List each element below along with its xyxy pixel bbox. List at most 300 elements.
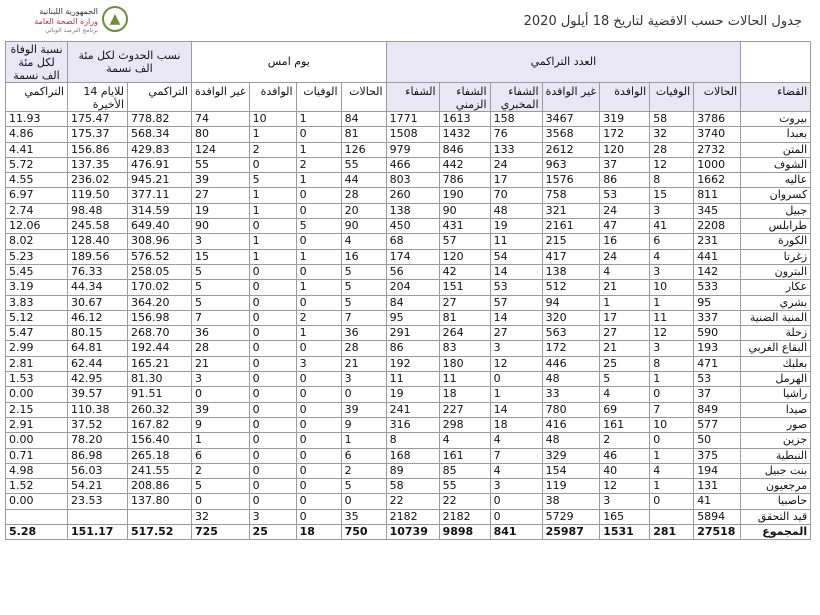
cell-non-imported: 48 — [542, 372, 600, 387]
cell-y-deaths: 1 — [296, 280, 341, 295]
cell-death-rate: 0.00 — [6, 494, 68, 509]
cell-inc-cum: 429.83 — [128, 142, 192, 157]
cell-y-imported: 0 — [249, 356, 296, 371]
cedar-seal-icon: ▲ — [102, 6, 128, 32]
cell-deaths: 12 — [650, 326, 694, 341]
cell-recovered: 2182 — [386, 509, 439, 524]
cell-y-non-imported: 80 — [192, 127, 250, 142]
cell-rec-lab: 54 — [490, 249, 542, 264]
cell-district: الشوف — [741, 157, 811, 172]
cell-y-deaths: 0 — [296, 448, 341, 463]
cell-non-imported: 329 — [542, 448, 600, 463]
cell-deaths: 0 — [650, 433, 694, 448]
table-row — [6, 264, 811, 279]
header-corner — [741, 42, 811, 83]
cell-y-non-imported: 36 — [192, 326, 250, 341]
cell-rec-time: 180 — [439, 356, 490, 371]
cell-non-imported: 119 — [542, 479, 600, 494]
cell-rec-lab: 0 — [490, 509, 542, 524]
cell-deaths: 281 — [650, 525, 694, 540]
cell-rec-lab: 133 — [490, 142, 542, 157]
cell-rec-lab: 11 — [490, 234, 542, 249]
table-row — [6, 127, 811, 142]
cell-inc-cum: 308.96 — [128, 234, 192, 249]
cell-deaths: 41 — [650, 219, 694, 234]
cell-y-imported: 0 — [249, 372, 296, 387]
cell-recovered: 450 — [386, 219, 439, 234]
cell-recovered: 241 — [386, 402, 439, 417]
cell-y-imported: 1 — [249, 188, 296, 203]
cell-inc-cum: 170.02 — [128, 280, 192, 295]
cell-inc-cum: 377.11 — [128, 188, 192, 203]
cell-inc-14: 42.95 — [68, 372, 128, 387]
cell-non-imported: 780 — [542, 402, 600, 417]
cell-inc-14: 64.81 — [68, 341, 128, 356]
cell-recovered: 22 — [386, 494, 439, 509]
cell-inc-14: 175.47 — [68, 112, 128, 127]
cases-by-district-table — [5, 41, 811, 540]
cell-imported: 12 — [600, 479, 650, 494]
cell-y-cases: 126 — [341, 142, 386, 157]
table-row — [6, 509, 811, 524]
cell-death-rate: 2.99 — [6, 341, 68, 356]
cell-recovered: 192 — [386, 356, 439, 371]
cell-imported: 27 — [600, 326, 650, 341]
cell-rec-time: 264 — [439, 326, 490, 341]
cell-district: صور — [741, 417, 811, 432]
cell-inc-cum: 576.52 — [128, 249, 192, 264]
header-group-cumulative: العدد التراكمي — [386, 42, 741, 83]
cell-death-rate: 8.02 — [6, 234, 68, 249]
cell-y-cases: 16 — [341, 249, 386, 264]
cell-deaths: 7 — [650, 402, 694, 417]
cell-cases: 375 — [694, 448, 741, 463]
cell-inc-14: 37.52 — [68, 417, 128, 432]
table-row — [6, 310, 811, 325]
cell-district: البقاع الغربي — [741, 341, 811, 356]
cell-inc-14: 128.40 — [68, 234, 128, 249]
cell-imported: 172 — [600, 127, 650, 142]
cell-district: جبيل — [741, 203, 811, 218]
cell-non-imported: 512 — [542, 280, 600, 295]
cell-y-deaths: 0 — [296, 387, 341, 402]
cell-inc-cum: 81.30 — [128, 372, 192, 387]
cell-death-rate: 4.55 — [6, 173, 68, 188]
cell-imported: 1531 — [600, 525, 650, 540]
cell-inc-cum — [128, 509, 192, 524]
cell-y-cases: 35 — [341, 509, 386, 524]
cell-y-deaths: 0 — [296, 203, 341, 218]
cell-rec-time: 27 — [439, 295, 490, 310]
cell-non-imported: 1576 — [542, 173, 600, 188]
cell-recovered: 11 — [386, 372, 439, 387]
cell-deaths: 4 — [650, 463, 694, 478]
cell-recovered: 8 — [386, 433, 439, 448]
cell-deaths: 58 — [650, 112, 694, 127]
cell-cases: 533 — [694, 280, 741, 295]
cell-deaths: 32 — [650, 127, 694, 142]
cell-y-deaths: 0 — [296, 463, 341, 478]
cell-rec-time: 11 — [439, 372, 490, 387]
cell-deaths: 15 — [650, 188, 694, 203]
cell-recovered: 979 — [386, 142, 439, 157]
cell-inc-14: 245.58 — [68, 219, 128, 234]
cell-inc-cum: 192.44 — [128, 341, 192, 356]
cell-imported: 17 — [600, 310, 650, 325]
cell-y-deaths: 2 — [296, 310, 341, 325]
cell-district: طرابلس — [741, 219, 811, 234]
cell-inc-cum: 241.55 — [128, 463, 192, 478]
table-row — [6, 295, 811, 310]
cell-y-cases: 36 — [341, 326, 386, 341]
cell-district: راشيا — [741, 387, 811, 402]
cell-non-imported: 94 — [542, 295, 600, 310]
cell-inc-cum: 91.51 — [128, 387, 192, 402]
header-group-incidence: نسب الحدوث لكل مئة الف نسمة — [68, 42, 192, 83]
cell-imported: 4 — [600, 264, 650, 279]
cell-imported: 161 — [600, 417, 650, 432]
cell-y-deaths: 18 — [296, 525, 341, 540]
cell-death-rate: 4.86 — [6, 127, 68, 142]
cell-y-cases: 9 — [341, 417, 386, 432]
cell-inc-cum: 156.98 — [128, 310, 192, 325]
cell-cases: 142 — [694, 264, 741, 279]
cell-death-rate: 5.45 — [6, 264, 68, 279]
cell-y-deaths: 1 — [296, 249, 341, 264]
cell-inc-cum: 208.86 — [128, 479, 192, 494]
cell-y-non-imported: 21 — [192, 356, 250, 371]
col-cases: الحالات — [694, 83, 741, 112]
col-yesterday-imported: الوافدة — [249, 83, 296, 112]
cell-y-non-imported: 15 — [192, 249, 250, 264]
cell-y-imported: 1 — [249, 127, 296, 142]
cell-y-deaths: 2 — [296, 157, 341, 172]
cell-deaths: 1 — [650, 479, 694, 494]
cell-death-rate: 2.81 — [6, 356, 68, 371]
cell-y-cases: 90 — [341, 219, 386, 234]
cell-inc-14: 110.38 — [68, 402, 128, 417]
cell-recovered: 803 — [386, 173, 439, 188]
col-deaths: الوفيات — [650, 83, 694, 112]
cell-recovered: 1508 — [386, 127, 439, 142]
header-group-death-rate: نسبة الوفاة لكل مئة الف نسمة — [6, 42, 68, 83]
cell-inc-cum: 314.59 — [128, 203, 192, 218]
cell-non-imported: 3467 — [542, 112, 600, 127]
cell-y-cases: 1 — [341, 433, 386, 448]
cell-recovered: 68 — [386, 234, 439, 249]
cell-imported: 37 — [600, 157, 650, 172]
cell-rec-lab: 841 — [490, 525, 542, 540]
cell-rec-lab: 3 — [490, 479, 542, 494]
cell-y-deaths: 0 — [296, 402, 341, 417]
cell-district: بعلبك — [741, 356, 811, 371]
cell-rec-time: 190 — [439, 188, 490, 203]
cell-deaths: 8 — [650, 173, 694, 188]
cell-inc-14: 156.86 — [68, 142, 128, 157]
cell-y-imported: 0 — [249, 463, 296, 478]
cell-death-rate: 2.74 — [6, 203, 68, 218]
col-recovered-lab: الشفاء المخبري — [490, 83, 542, 112]
table-row — [6, 234, 811, 249]
cell-non-imported: 33 — [542, 387, 600, 402]
cell-y-imported: 0 — [249, 433, 296, 448]
cell-recovered: 19 — [386, 387, 439, 402]
cell-deaths: 1 — [650, 295, 694, 310]
cell-y-deaths: 0 — [296, 341, 341, 356]
cell-death-rate: 0.00 — [6, 387, 68, 402]
cell-rec-lab: 14 — [490, 310, 542, 325]
col-recovered-time: الشفاء الزمني — [439, 83, 490, 112]
cell-imported: 86 — [600, 173, 650, 188]
cell-inc-14: 137.35 — [68, 157, 128, 172]
cell-y-non-imported: 0 — [192, 387, 250, 402]
table-row — [6, 188, 811, 203]
cell-imported: 120 — [600, 142, 650, 157]
cell-recovered: 89 — [386, 463, 439, 478]
cell-rec-time: 442 — [439, 157, 490, 172]
cell-rec-time: 298 — [439, 417, 490, 432]
cell-inc-14: 236.02 — [68, 173, 128, 188]
cell-non-imported: 2612 — [542, 142, 600, 157]
cell-inc-cum: 165.21 — [128, 356, 192, 371]
cell-inc-14: 46.12 — [68, 310, 128, 325]
cell-recovered: 86 — [386, 341, 439, 356]
cell-district: زحلة — [741, 326, 811, 341]
cell-rec-lab: 70 — [490, 188, 542, 203]
cell-y-imported: 0 — [249, 280, 296, 295]
cell-inc-cum: 945.21 — [128, 173, 192, 188]
cell-y-non-imported: 90 — [192, 219, 250, 234]
table-row — [6, 112, 811, 127]
cell-recovered: 316 — [386, 417, 439, 432]
cell-recovered: 1771 — [386, 112, 439, 127]
cell-deaths: 10 — [650, 280, 694, 295]
cell-recovered: 56 — [386, 264, 439, 279]
ministry-logo — [16, 6, 128, 36]
table-row — [6, 356, 811, 371]
cell-recovered: 168 — [386, 448, 439, 463]
cell-y-deaths: 0 — [296, 479, 341, 494]
cell-y-non-imported: 5 — [192, 264, 250, 279]
header-column-row — [6, 83, 811, 112]
cell-rec-time: 161 — [439, 448, 490, 463]
cell-deaths: 0 — [650, 494, 694, 509]
cell-district: المنية الضنية — [741, 310, 811, 325]
cell-rec-lab: 0 — [490, 494, 542, 509]
cell-cases: 27518 — [694, 525, 741, 540]
cell-cases: 50 — [694, 433, 741, 448]
cell-death-rate: 2.91 — [6, 417, 68, 432]
table-row — [6, 387, 811, 402]
cell-y-cases: 28 — [341, 188, 386, 203]
cell-imported: 24 — [600, 203, 650, 218]
cell-inc-14: 54.21 — [68, 479, 128, 494]
col-yesterday-cases: الحالات — [341, 83, 386, 112]
table-row — [6, 142, 811, 157]
cell-y-imported: 0 — [249, 219, 296, 234]
cell-cases: 471 — [694, 356, 741, 371]
cell-y-cases: 5 — [341, 479, 386, 494]
cell-death-rate: 5.72 — [6, 157, 68, 172]
cell-rec-time: 42 — [439, 264, 490, 279]
cell-deaths: 11 — [650, 310, 694, 325]
cell-deaths: 12 — [650, 157, 694, 172]
cell-inc-14: 119.50 — [68, 188, 128, 203]
cell-recovered: 10739 — [386, 525, 439, 540]
cell-rec-time: 55 — [439, 479, 490, 494]
table-row — [6, 326, 811, 341]
cell-imported: 46 — [600, 448, 650, 463]
cell-cases: 1000 — [694, 157, 741, 172]
cell-rec-time: 2182 — [439, 509, 490, 524]
cell-y-cases: 44 — [341, 173, 386, 188]
cell-y-deaths: 0 — [296, 494, 341, 509]
cell-cases: 5894 — [694, 509, 741, 524]
cell-rec-lab: 18 — [490, 417, 542, 432]
cell-rec-lab: 76 — [490, 127, 542, 142]
cell-death-rate: 1.53 — [6, 372, 68, 387]
cell-inc-14: 39.57 — [68, 387, 128, 402]
cell-y-deaths: 1 — [296, 142, 341, 157]
cell-y-imported: 0 — [249, 295, 296, 310]
table-row — [6, 372, 811, 387]
cell-imported: 53 — [600, 188, 650, 203]
cell-y-deaths: 5 — [296, 219, 341, 234]
cell-y-non-imported: 27 — [192, 188, 250, 203]
cell-inc-14: 86.98 — [68, 448, 128, 463]
cell-death-rate: 4.41 — [6, 142, 68, 157]
header-group-yesterday: يوم امس — [192, 42, 387, 83]
cell-inc-cum: 137.80 — [128, 494, 192, 509]
cell-rec-lab: 1 — [490, 387, 542, 402]
cell-non-imported: 2161 — [542, 219, 600, 234]
table-row — [6, 280, 811, 295]
cell-district: جزين — [741, 433, 811, 448]
cell-inc-14: 62.44 — [68, 356, 128, 371]
cell-y-cases: 55 — [341, 157, 386, 172]
cell-inc-14: 23.53 — [68, 494, 128, 509]
cell-death-rate: 3.83 — [6, 295, 68, 310]
table-row — [6, 402, 811, 417]
cell-y-imported: 0 — [249, 448, 296, 463]
col-district: القضاء — [741, 83, 811, 112]
cell-district: مرجعيون — [741, 479, 811, 494]
cell-y-imported: 0 — [249, 387, 296, 402]
cell-imported: 165 — [600, 509, 650, 524]
cell-recovered: 204 — [386, 280, 439, 295]
cell-cases: 441 — [694, 249, 741, 264]
col-death-rate-cumulative: التراكمي — [6, 83, 68, 112]
cell-district: صيدا — [741, 402, 811, 417]
logo-line-3: برنامج الترصد الوبائي — [44, 27, 98, 34]
cell-y-imported: 5 — [249, 173, 296, 188]
cell-y-cases: 39 — [341, 402, 386, 417]
cell-inc-cum: 476.91 — [128, 157, 192, 172]
cell-y-non-imported: 39 — [192, 402, 250, 417]
cell-rec-lab: 24 — [490, 157, 542, 172]
cell-rec-time: 151 — [439, 280, 490, 295]
cell-imported: 69 — [600, 402, 650, 417]
cell-rec-time: 85 — [439, 463, 490, 478]
cell-deaths: 4 — [650, 249, 694, 264]
cell-rec-time: 9898 — [439, 525, 490, 540]
cell-rec-lab: 158 — [490, 112, 542, 127]
cell-recovered: 466 — [386, 157, 439, 172]
cell-y-cases: 5 — [341, 264, 386, 279]
cell-imported: 21 — [600, 280, 650, 295]
cell-inc-cum: 364.20 — [128, 295, 192, 310]
table-row — [6, 417, 811, 432]
cell-y-cases: 0 — [341, 387, 386, 402]
cell-y-non-imported: 3 — [192, 372, 250, 387]
cell-cases: 1662 — [694, 173, 741, 188]
cell-deaths: 28 — [650, 142, 694, 157]
cell-y-imported: 0 — [249, 310, 296, 325]
cell-death-rate: 6.97 — [6, 188, 68, 203]
cell-y-deaths: 0 — [296, 188, 341, 203]
cell-rec-time: 90 — [439, 203, 490, 218]
cell-y-non-imported: 55 — [192, 157, 250, 172]
cell-non-imported: 963 — [542, 157, 600, 172]
table-row — [6, 448, 811, 463]
cell-inc-14: 78.20 — [68, 433, 128, 448]
cell-district: بشري — [741, 295, 811, 310]
cell-y-non-imported: 6 — [192, 448, 250, 463]
cell-inc-14 — [68, 509, 128, 524]
table-row — [6, 479, 811, 494]
cell-y-imported: 0 — [249, 157, 296, 172]
cell-y-non-imported: 74 — [192, 112, 250, 127]
cell-y-imported: 25 — [249, 525, 296, 540]
cell-rec-time: 18 — [439, 387, 490, 402]
cell-rec-time: 1432 — [439, 127, 490, 142]
cell-y-cases: 28 — [341, 341, 386, 356]
cell-y-cases: 6 — [341, 448, 386, 463]
cell-non-imported: 416 — [542, 417, 600, 432]
cell-imported: 319 — [600, 112, 650, 127]
cell-death-rate: 0.71 — [6, 448, 68, 463]
cell-imported: 40 — [600, 463, 650, 478]
cell-deaths: 1 — [650, 448, 694, 463]
cell-deaths: 0 — [650, 387, 694, 402]
cell-inc-14: 80.15 — [68, 326, 128, 341]
cell-district: البترون — [741, 264, 811, 279]
cell-district: حاصبيا — [741, 494, 811, 509]
cell-district: قيد التحقق — [741, 509, 811, 524]
cell-inc-cum: 778.82 — [128, 112, 192, 127]
table-body — [6, 112, 811, 540]
cell-district: الكورة — [741, 234, 811, 249]
cell-rec-lab: 48 — [490, 203, 542, 218]
cell-rec-lab: 53 — [490, 280, 542, 295]
col-yesterday-non-imported: غير الوافدة — [192, 83, 250, 112]
cell-death-rate: 5.47 — [6, 326, 68, 341]
col-non-imported: غير الوافدة — [542, 83, 600, 112]
cell-district: الهرمل — [741, 372, 811, 387]
cell-imported: 2 — [600, 433, 650, 448]
cell-non-imported: 38 — [542, 494, 600, 509]
cell-district: عكار — [741, 280, 811, 295]
cell-district: المتن — [741, 142, 811, 157]
cell-y-deaths: 0 — [296, 234, 341, 249]
cell-district: زغرتا — [741, 249, 811, 264]
cell-rec-lab: 19 — [490, 219, 542, 234]
cell-y-deaths: 0 — [296, 295, 341, 310]
cell-rec-time: 1613 — [439, 112, 490, 127]
cell-deaths: 3 — [650, 203, 694, 218]
table-row — [6, 249, 811, 264]
cell-rec-lab: 57 — [490, 295, 542, 310]
